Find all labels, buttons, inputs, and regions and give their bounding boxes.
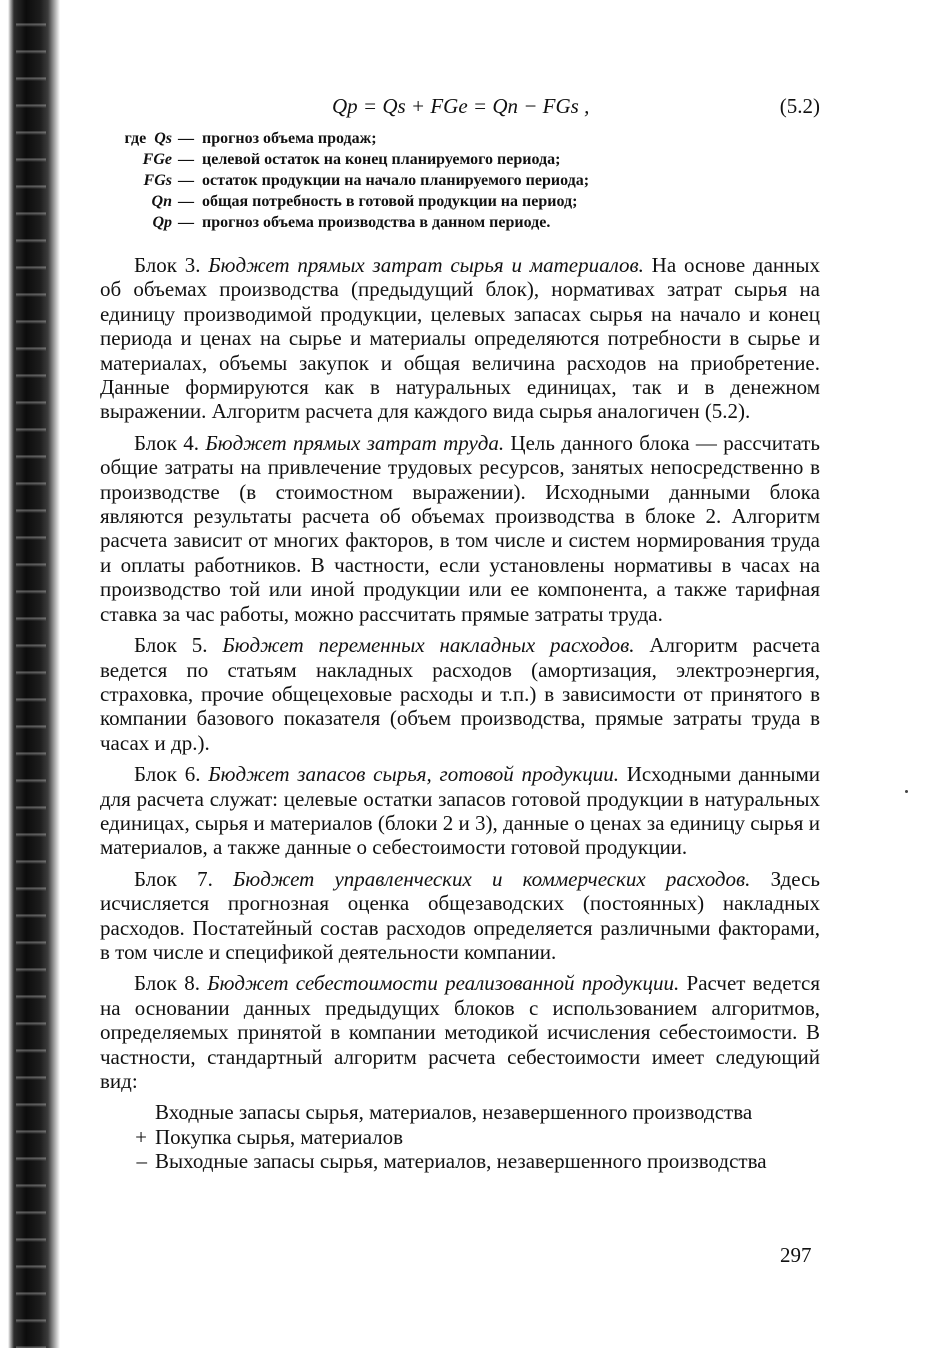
block-lead: Блок 4. — [134, 430, 206, 455]
block-text: Алгоритм расчета ведется по статьям накладных расходов (амортизация, электроэнергия, страховка, прочие общецеховые расходы и т.п.) в зависимости от принятого в компании базового показателя (объем производства, прямые затраты труда в часах и др.). — [100, 633, 820, 755]
legend-row — [100, 212, 820, 233]
legend-row — [100, 149, 820, 170]
paragraph-block-5 — [100, 633, 820, 755]
legend-where-word: где — [124, 130, 147, 147]
legend-description: прогноз объема производства в данном периоде. — [202, 214, 551, 231]
formula-number: (5.2) — [779, 94, 820, 118]
block-title: Бюджет запасов сырья, готовой продукции. — [208, 762, 619, 787]
legend-dash: — — [178, 151, 194, 168]
paragraph-block-8 — [100, 971, 820, 1093]
block-lead: Блок 5. — [134, 633, 223, 658]
block-title: Бюджет прямых затрат сырья и материалов. — [208, 253, 644, 277]
list-sign: + — [135, 1124, 147, 1149]
formula-legend — [100, 128, 820, 233]
page-number: 297 — [780, 1243, 812, 1267]
block-title: Бюджет управленческих и коммерческих расходов. — [233, 866, 751, 891]
scan-binding-edge — [0, 0, 62, 1348]
cost-algorithm-list — [100, 1100, 820, 1173]
block-title: Бюджет переменных накладных расходов. — [222, 633, 635, 658]
legend-dash: — — [178, 130, 194, 147]
block-text: На основе данных об объемах производства (предыдущий блок), нормативах затрат сырья на единицу производимой продукции, целевых запасах сырья на начало и конец периода и ценах на сырье и материалы определяются потребности в сырье и материалах, объемы закупок и общая величина расходов на приобретение. Данные формируются как в натуральных единицах, так и в денежном выражении. Алгоритм расчета для каждого вида сырья аналогичен (5.2). — [100, 253, 820, 424]
body-text — [100, 253, 820, 1174]
legend-symbol: FGe — [142, 151, 172, 168]
scan-speck — [905, 790, 908, 793]
list-item — [100, 1100, 820, 1124]
paragraph-block-3 — [100, 253, 820, 424]
list-text: Входные запасы сырья, материалов, незавершенного производства — [155, 1100, 753, 1125]
block-title: Бюджет себестоимости реализованной продукции. — [207, 971, 680, 996]
legend-row — [100, 170, 820, 191]
legend-row — [100, 128, 820, 149]
paragraph-block-4 — [100, 431, 820, 626]
legend-dash: — — [178, 172, 194, 189]
formula-expression: Qp = Qs + FGe = Qn − FGs , — [332, 94, 590, 118]
legend-description: остаток продукции на начало планируемого периода; — [202, 172, 590, 189]
block-lead: Блок 8. — [134, 971, 208, 996]
list-text: Покупка сырья, материалов — [155, 1124, 403, 1149]
paragraph-block-7 — [100, 867, 820, 965]
block-lead: Блок 6. — [134, 762, 209, 787]
legend-description: целевой остаток на конец планируемого периода; — [202, 151, 561, 168]
list-item — [100, 1149, 820, 1173]
block-text: Исходными данными для расчета служат: целевые остатки запасов готовой продукции в натуральных единицах, сырья и материалов (блоки 2 и 3), данные о ценах за единицу сырья и материалов, а также данные о себестоимости готовой продукции. — [100, 762, 820, 860]
block-title: Бюджет прямых затрат труда. — [205, 430, 505, 455]
legend-dash: — — [178, 193, 194, 210]
list-text: Выходные запасы сырья, материалов, незавершенного производства — [155, 1149, 767, 1174]
block-text: Здесь исчисляется прогнозная оценка общезаводских (постоянных) накладных расходов. Постатейный состав расходов определяется различными факторами, в том числе и спецификой деятельности компании. — [100, 866, 820, 964]
legend-symbol: FGs — [143, 172, 172, 189]
block-lead: Блок 7. — [134, 866, 234, 891]
list-sign: – — [136, 1149, 147, 1174]
legend-symbol — [100, 128, 178, 149]
block-text: Расчет ведется на основании данных предыдущих блоков с использованием алгоритмов, определяемых принятой в компании методикой исчисления себестоимости. В частности, стандартный алгоритм расчета себестоимости имеет следующий вид: — [100, 971, 820, 1093]
legend-symbol-text: Qs — [154, 130, 172, 147]
page-content — [100, 90, 820, 1174]
legend-description: общая потребность в готовой продукции на период; — [202, 193, 578, 210]
list-sign — [100, 1100, 155, 1124]
legend-row — [100, 191, 820, 212]
block-text: Цель данного блока — рассчитать общие затраты на привлечение трудовых ресурсов, занятых непосредственно в производстве (в стоимостном выражении). Исходными данными блока являются результаты расчета об объемах производства в блоке 2. Алгоритм расчета зависит от многих факторов, в том числе и систем нормирования труда и оплаты работников. В частности, если установлены нормативы в часах на производство той или иной продукции или ее компонента, а также тарифная ставка за час работы, можно рассчитать прямые затраты труда. — [100, 430, 820, 626]
list-item — [100, 1125, 820, 1149]
legend-description: прогноз объема продаж; — [202, 130, 377, 147]
paragraph-block-6 — [100, 762, 820, 860]
legend-symbol: Qp — [152, 214, 172, 231]
formula-row — [100, 90, 820, 124]
legend-symbol: Qn — [151, 193, 172, 210]
legend-dash: — — [178, 214, 194, 231]
block-lead: Блок 3. — [134, 253, 209, 277]
